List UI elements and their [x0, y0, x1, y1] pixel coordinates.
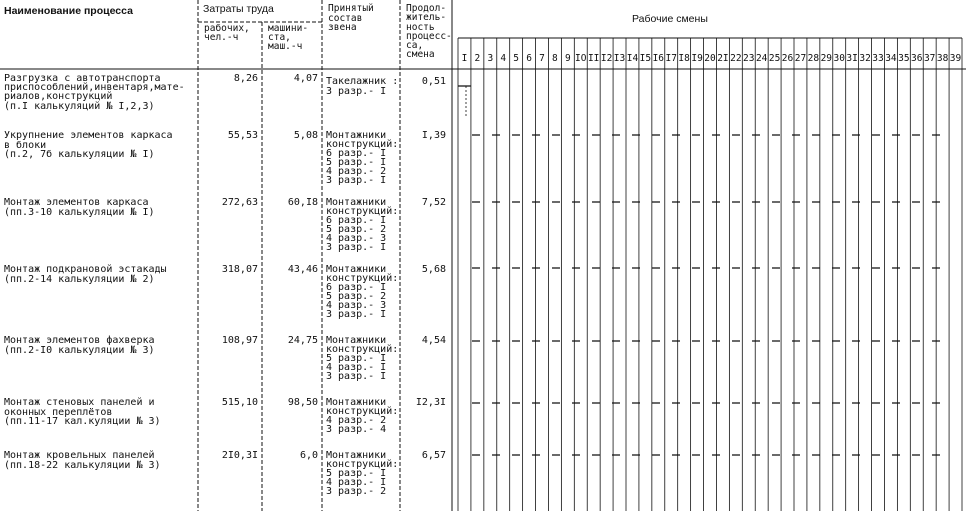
header-crew: Принятый состав звена: [328, 3, 374, 33]
row-5-crew: Монтажники конструкций: 5 разр.- I 4 разр.- I 3 разр.- I: [326, 335, 399, 382]
row-7-machinists: 6,0: [299, 450, 318, 461]
row-2-workers: 55,53: [227, 130, 258, 141]
shift-number: II: [587, 53, 600, 64]
shift-number: I9: [691, 53, 703, 64]
row-3-workers: 272,63: [221, 197, 258, 208]
row-5-process: Монтаж элементов фахверка (пп.2-I0 калькуляции № 3): [4, 335, 155, 356]
shift-number: 7: [539, 53, 545, 64]
shift-number: 2I: [717, 53, 729, 64]
row-2-process: Укрупнение элементов каркаса в блоки (п.2, 7б калькуляции № I): [4, 130, 173, 160]
row-5-workers: 108,97: [221, 335, 258, 346]
shift-number: 35: [898, 53, 910, 64]
row-6-workers: 515,10: [221, 397, 258, 408]
row-2-duration: I,39: [421, 130, 446, 141]
header-labor-workers: рабочих, чел.-ч: [204, 23, 250, 43]
row-7-workers: 2I0,3I: [221, 450, 258, 461]
shift-number: 3: [487, 53, 494, 64]
shift-number: 38: [936, 53, 949, 64]
shift-number: 9: [564, 53, 571, 64]
shift-number: 37: [923, 53, 936, 64]
row-1-machinists: 4,07: [293, 73, 318, 84]
row-3-duration: 7,52: [421, 197, 446, 208]
shift-number: I8: [678, 53, 690, 64]
shift-number: 2: [474, 53, 481, 64]
shift-number: 22: [730, 53, 742, 64]
shift-number: 36: [911, 53, 923, 64]
header-labor-machinists: машини- ста, маш.-ч: [268, 23, 309, 52]
shift-number: 4: [500, 53, 507, 64]
shift-number: 8: [552, 53, 558, 64]
shift-number: 5: [513, 53, 520, 64]
shift-number: I6: [652, 53, 665, 64]
shift-number: 20: [704, 53, 716, 64]
row-7-process: Монтаж кровельных панелей (пп.18-22 калькуляции № 3): [4, 450, 161, 471]
row-6-machinists: 98,50: [287, 397, 318, 408]
row-2-crew: Монтажники конструкций: 6 разр.- I 5 разр.- I 4 разр.- 2 3 разр.- I: [326, 130, 399, 186]
row-5-duration: 4,54: [421, 335, 446, 346]
row-7-crew: Монтажники конструкций: 5 разр.- I 4 разр.- I 3 разр.- 2: [326, 450, 399, 497]
shift-number: 33: [872, 53, 884, 64]
row-5-machinists: 24,75: [287, 335, 318, 346]
row-4-duration: 5,68: [421, 264, 446, 275]
row-7-duration: 6,57: [421, 450, 446, 461]
row-1-duration: 0,51: [421, 76, 446, 87]
shift-number: 27: [794, 53, 807, 64]
shift-number: I3: [613, 53, 626, 64]
shift-number: 25: [768, 53, 781, 64]
shift-number: I5: [639, 53, 652, 64]
shift-number: I7: [665, 53, 677, 64]
row-3-machinists: 60,I8: [287, 197, 318, 208]
shift-number: 32: [859, 53, 871, 64]
row-1-crew: Такелажник : 3 разр.- I: [326, 76, 399, 97]
row-4-crew: Монтажники конструкций: 6 разр.- I 5 разр.- 2 4 разр.- 3 3 разр.- I: [326, 264, 399, 320]
shift-number: 24: [755, 53, 768, 64]
row-3-process: Монтаж элементов каркаса (пп.3-10 калькуляции № I): [4, 197, 155, 218]
header-process: Наименование процесса: [4, 5, 133, 17]
shift-number: 3I: [846, 53, 858, 64]
shift-number: 30: [833, 53, 845, 64]
shift-number: 34: [885, 53, 897, 64]
shift-number: 26: [781, 53, 794, 64]
header-labor: Затраты труда: [203, 3, 274, 15]
row-4-workers: 318,07: [221, 264, 258, 275]
shift-number: I2: [600, 53, 613, 64]
shift-number: I4: [626, 53, 639, 64]
row-4-machinists: 43,46: [287, 264, 318, 275]
shift-number: 23: [743, 53, 755, 64]
row-3-crew: Монтажники конструкций: 6 разр.- I 5 разр.- 2 4 разр.- 3 3 разр.- I: [326, 197, 399, 253]
header-shifts: Рабочие смены: [632, 13, 708, 25]
shift-number: 29: [820, 53, 833, 64]
row-1-workers: 8,26: [233, 73, 258, 84]
row-2-machinists: 5,08: [293, 130, 318, 141]
row-1-process: Разгрузка с автотранспорта приспособлений,инвентаря,мате- риалов,конструкций (п.I калькуляций № I,2,3): [4, 73, 185, 112]
shift-number: 28: [807, 53, 820, 64]
shift-number: 39: [949, 53, 962, 64]
shift-number: 6: [526, 53, 532, 64]
shift-number: IO: [575, 53, 587, 64]
header-duration: Продол- житель- ность процесс- са, смена: [406, 3, 452, 61]
shift-number: I: [461, 53, 468, 64]
row-6-duration: I2,3I: [415, 397, 446, 408]
row-6-process: Монтаж стеновых панелей и оконных переплётов (пп.11-17 кал.куляции № 3): [4, 397, 161, 427]
row-6-crew: Монтажники конструкций: 4 разр.- 2 3 разр.- 4: [326, 397, 399, 435]
row-4-process: Монтаж подкрановой эстакады (пп.2-14 калькуляции № 2): [4, 264, 167, 285]
